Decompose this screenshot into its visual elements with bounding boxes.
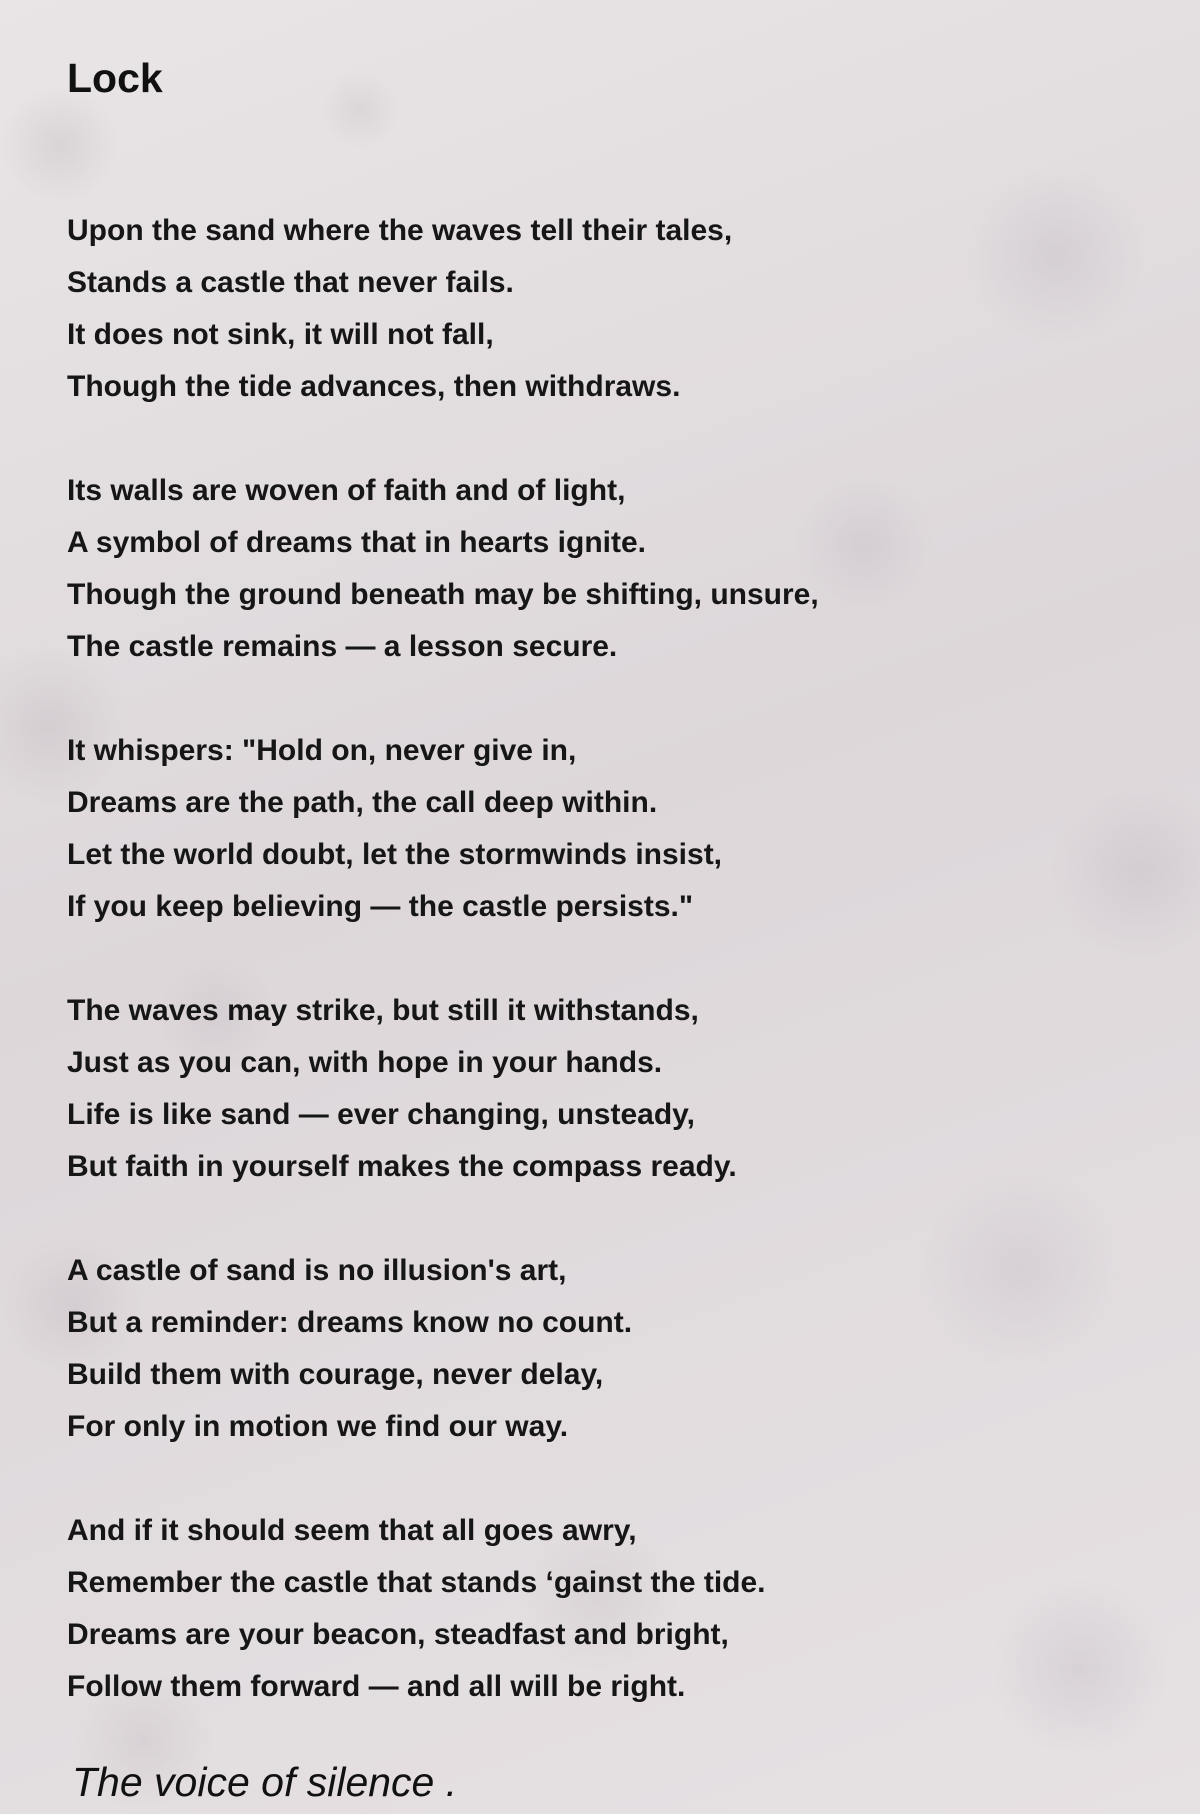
poem-line: Dreams are your beacon, steadfast and bright, [67,1618,729,1651]
poem-line: Though the ground beneath may be shifting, unsure, [67,578,819,611]
poem-line: Just as you can, with hope in your hands. [67,1046,663,1079]
poem-line: Let the world doubt, let the stormwinds insist, [67,838,723,871]
poem-line: Remember the castle that stands ‘gainst the tide. [67,1566,766,1599]
poem-line: It whispers: "Hold on, never give in, [67,734,577,767]
poem-title: Lock [67,55,163,101]
poem-line: Its walls are woven of faith and of light, [67,474,626,507]
poem-line: Build them with courage, never delay, [67,1358,604,1391]
stanza-2 [67,465,1127,673]
poem-line: And if it should seem that all goes awry, [67,1514,637,1547]
poem-line: Dreams are the path, the call deep within. [67,786,658,819]
poem-author: The voice of silence . [72,1759,458,1805]
poem-line: Upon the sand where the waves tell their tales, [67,214,733,247]
poem-line: But faith in yourself makes the compass ready. [67,1150,737,1183]
poem-line: But a reminder: dreams know no count. [67,1306,633,1339]
poem-line: Life is like sand — ever changing, unsteady, [67,1098,695,1131]
poem-page [67,50,1127,1810]
stanza-3 [67,725,1127,933]
poem-line: If you keep believing — the castle persists." [67,890,694,923]
poem-line: A castle of sand is no illusion's art, [67,1254,567,1287]
poem-body [67,205,1127,1713]
stanza-5 [67,1245,1127,1453]
stanza-6 [67,1505,1127,1713]
poem-line: Stands a castle that never fails. [67,266,514,299]
poem-line: Follow them forward — and all will be right. [67,1670,686,1703]
poem-line: It does not sink, it will not fall, [67,318,494,351]
stanza-1 [67,205,1127,413]
poem-line: The castle remains — a lesson secure. [67,630,618,663]
stanza-4 [67,985,1127,1193]
poem-line: The waves may strike, but still it withstands, [67,994,699,1027]
poem-line: Though the tide advances, then withdraws. [67,370,681,403]
poem-line: For only in motion we find our way. [67,1410,569,1443]
poem-line: A symbol of dreams that in hearts ignite. [67,526,646,559]
